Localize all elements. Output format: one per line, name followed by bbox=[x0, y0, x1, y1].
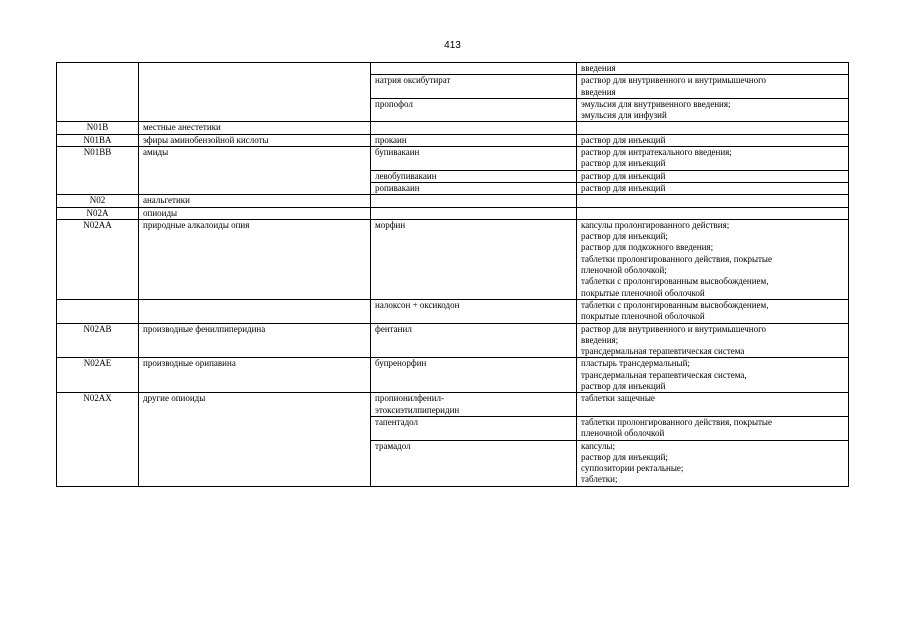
dosage-form-cell: таблетки пролонгированного действия, покрытые пленочной оболочкой bbox=[577, 416, 849, 440]
drug-name-cell: ропивакаин bbox=[371, 182, 577, 194]
dosage-form-cell: таблетки защечные bbox=[577, 393, 849, 417]
group-name-cell: эфиры аминобензойной кислоты bbox=[139, 134, 371, 146]
group-name-cell: местные анестетики bbox=[139, 122, 371, 134]
table-row bbox=[57, 63, 849, 75]
drug-name-cell: прокаин bbox=[371, 134, 577, 146]
drug-table bbox=[56, 62, 849, 487]
atc-code-cell: N01BB bbox=[57, 147, 139, 195]
drug-table-body bbox=[57, 63, 849, 487]
drug-name-cell bbox=[371, 207, 577, 219]
drug-name-cell bbox=[371, 195, 577, 207]
drug-name-cell: налоксон + оксикодон bbox=[371, 299, 577, 323]
atc-code-cell: N01B bbox=[57, 122, 139, 134]
dosage-form-cell: пластырь трансдермальный; трансдермальная терапевтическая система, раствор для инъекций bbox=[577, 358, 849, 393]
group-name-cell: производные орипавина bbox=[139, 358, 371, 393]
dosage-form-cell: раствор для инъекций bbox=[577, 182, 849, 194]
drug-name-cell: трамадол bbox=[371, 440, 577, 486]
drug-name-cell: фентанил bbox=[371, 323, 577, 358]
table-row bbox=[57, 147, 849, 171]
atc-code-cell: N02AE bbox=[57, 358, 139, 393]
dosage-form-cell: раствор для внутривенного и внутримышечного введения bbox=[577, 75, 849, 99]
dosage-form-cell: раствор для инъекций bbox=[577, 134, 849, 146]
dosage-form-cell: раствор для инъекций bbox=[577, 170, 849, 182]
group-name-cell: анальгетики bbox=[139, 195, 371, 207]
drug-name-cell bbox=[371, 63, 577, 75]
group-name-cell: опиоиды bbox=[139, 207, 371, 219]
drug-name-cell: морфин bbox=[371, 219, 577, 299]
drug-name-cell: бупренорфин bbox=[371, 358, 577, 393]
dosage-form-cell bbox=[577, 207, 849, 219]
drug-name-cell: левобупивакаин bbox=[371, 170, 577, 182]
group-name-cell: другие опиоиды bbox=[139, 393, 371, 486]
table-row bbox=[57, 195, 849, 207]
dosage-form-cell: раствор для внутривенного и внутримышечного введения; трансдермальная терапевтическая система bbox=[577, 323, 849, 358]
dosage-form-cell: капсулы пролонгированного действия; раствор для инъекций; раствор для подкожного введения; таблетки пролонгированного действия, покрытые пленочной оболочкой; таблетки с пролонгированным высвобождением, покрытые пленочной оболочкой bbox=[577, 219, 849, 299]
dosage-form-cell bbox=[577, 195, 849, 207]
atc-code-cell bbox=[57, 63, 139, 122]
group-name-cell: амиды bbox=[139, 147, 371, 195]
atc-code-cell: N02AX bbox=[57, 393, 139, 486]
table-row bbox=[57, 393, 849, 417]
drug-name-cell: натрия оксибутират bbox=[371, 75, 577, 99]
atc-code-cell: N01BA bbox=[57, 134, 139, 146]
table-row bbox=[57, 358, 849, 393]
atc-code-cell: N02A bbox=[57, 207, 139, 219]
dosage-form-cell: введения bbox=[577, 63, 849, 75]
drug-name-cell: пропионилфенил- этоксиэтилпиперидин bbox=[371, 393, 577, 417]
drug-name-cell: пропофол bbox=[371, 98, 577, 122]
group-name-cell: производные фенилпиперидина bbox=[139, 323, 371, 358]
atc-code-cell: N02AA bbox=[57, 219, 139, 299]
table-row bbox=[57, 122, 849, 134]
page-number: 413 bbox=[444, 40, 461, 51]
table-row bbox=[57, 134, 849, 146]
dosage-form-cell: раствор для интратекального введения; раствор для инъекций bbox=[577, 147, 849, 171]
dosage-form-cell: таблетки с пролонгированным высвобождением, покрытые пленочной оболочкой bbox=[577, 299, 849, 323]
atc-code-cell: N02AB bbox=[57, 323, 139, 358]
dosage-form-cell: эмульсия для внутривенного введения; эмульсия для инфузий bbox=[577, 98, 849, 122]
table-row bbox=[57, 207, 849, 219]
group-name-cell bbox=[139, 63, 371, 122]
atc-code-cell bbox=[57, 299, 139, 323]
group-name-cell: природные алкалоиды опия bbox=[139, 219, 371, 299]
table-row bbox=[57, 219, 849, 299]
dosage-form-cell bbox=[577, 122, 849, 134]
atc-code-cell: N02 bbox=[57, 195, 139, 207]
dosage-form-cell: капсулы; раствор для инъекций; суппозитории ректальные; таблетки; bbox=[577, 440, 849, 486]
drug-name-cell: бупивакаин bbox=[371, 147, 577, 171]
drug-name-cell: тапентадол bbox=[371, 416, 577, 440]
table-row bbox=[57, 323, 849, 358]
group-name-cell bbox=[139, 299, 371, 323]
table-row bbox=[57, 299, 849, 323]
drug-name-cell bbox=[371, 122, 577, 134]
